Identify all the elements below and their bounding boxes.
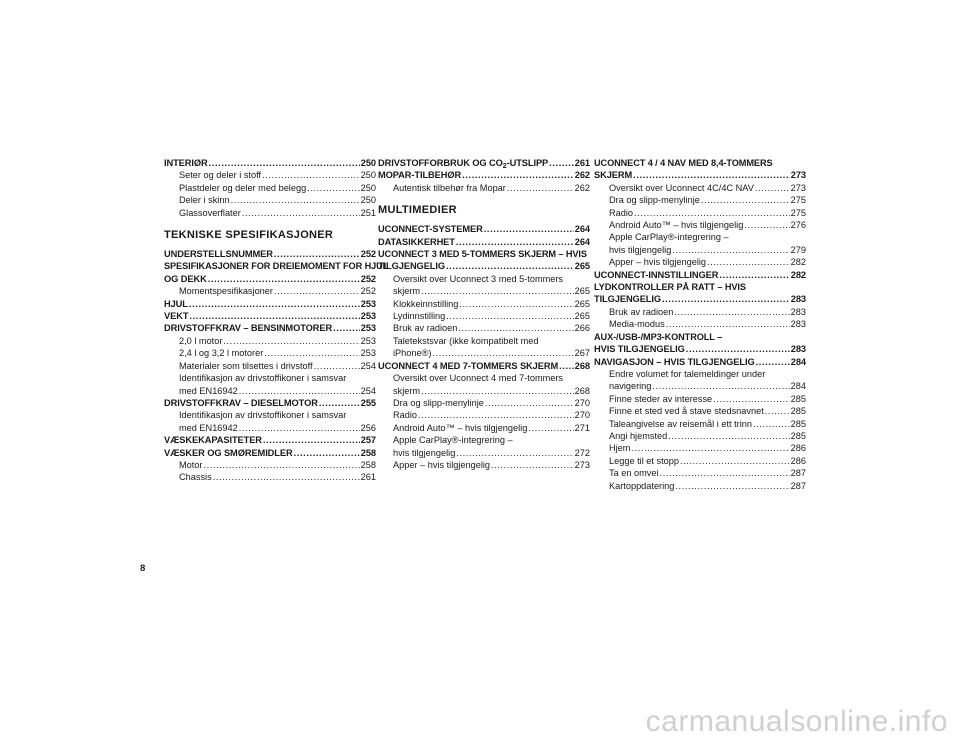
toc-entry[interactable]: SKJERM ..... 273 [594, 169, 806, 181]
toc-entry-line[interactable]: UCONNECT 4 / 4 NAV MED 8,4-TOMMERS [594, 158, 773, 168]
leader-dots [549, 157, 574, 169]
leader-dots [189, 310, 359, 322]
leader-dots [459, 298, 573, 310]
toc-entry[interactable]: DRIVSTOFFORBRUK OG $CO_2$-UTSLIPP ..... 261 [378, 157, 590, 169]
toc-entry[interactable]: TILGJENGELIG ..... 265 [378, 260, 590, 272]
leader-dots [242, 207, 360, 219]
toc-entry[interactable]: Android Auto™ – hvis tilgjengelig ..... 276 [594, 219, 806, 231]
toc-entry[interactable]: med EN16942 ..... 254 [164, 385, 376, 397]
toc-entry-line[interactable]: AUX-/USB-/MP3-KONTROLL – [594, 331, 723, 342]
leader-dots [204, 459, 360, 471]
toc-entry-line[interactable]: Oversikt over Uconnect 4 med 7-tommers [393, 373, 564, 384]
toc-entry[interactable]: UCONNECT-SYSTEMER ..... 264 [378, 223, 590, 235]
leader-dots [631, 442, 789, 454]
leader-dots [491, 459, 574, 471]
leader-dots [680, 455, 790, 467]
leader-dots [485, 397, 574, 409]
leader-dots [660, 467, 790, 479]
toc-entry-line[interactable]: Apple CarPlay®-integrering – [393, 435, 513, 446]
leader-dots [713, 393, 789, 405]
leader-dots [446, 260, 574, 272]
toc-entry[interactable]: HVIS TILGJENGELIG ..... 283 [594, 343, 806, 355]
toc-entry[interactable]: Klokkeinnstilling ..... 265 [378, 298, 590, 310]
leader-dots [319, 397, 360, 409]
leader-dots [753, 418, 790, 430]
toc-entry[interactable]: Momentspesifikasjoner ..... 252 [164, 285, 376, 297]
toc-entry[interactable]: Taleangivelse av reisemål i ett trinn ..... 285 [594, 418, 806, 430]
toc-entry[interactable]: Deler i skinn ..... 250 [164, 194, 376, 206]
leader-dots [274, 248, 360, 260]
toc-entry[interactable]: skjerm ..... 268 [378, 385, 590, 397]
toc-entry[interactable]: 2,4 l og 3,2 l motorer ..... 253 [164, 347, 376, 359]
toc-entry-line[interactable]: Endre volumet for talemeldinger under [609, 368, 766, 379]
leader-dots [675, 480, 789, 492]
toc-entry[interactable]: med EN16942 ..... 256 [164, 422, 376, 434]
toc-entry[interactable]: UNDERSTELLSNUMMER ..... 252 [164, 248, 376, 260]
toc-entry[interactable]: Apper – hvis tilgjengelig ..... 282 [594, 256, 806, 268]
toc-entry-line[interactable]: Identifikasjon av drivstoffikoner i samsvar [179, 410, 347, 421]
toc-column-2 [378, 157, 590, 471]
leader-dots [333, 322, 360, 334]
toc-entry[interactable]: Oversikt over Uconnect 4C/4C NAV ..... 273 [594, 182, 806, 194]
toc-entry[interactable]: Autentisk tilbehør fra Mopar ..... 262 [378, 182, 590, 194]
toc-entry[interactable]: Apper – hvis tilgjengelig ..... 273 [378, 459, 590, 471]
leader-dots [263, 434, 360, 446]
toc-entry-line[interactable]: Apple CarPlay®-integrering – [609, 232, 729, 243]
leader-dots [765, 405, 790, 417]
toc-entry[interactable]: DATASIKKERHET ..... 264 [378, 236, 590, 248]
leader-dots [264, 347, 359, 359]
toc-entry[interactable]: DRIVSTOFFKRAV – DIESELMOTOR ..... 255 [164, 397, 376, 409]
leader-dots [672, 244, 789, 256]
toc-entry[interactable]: Hjem ..... 286 [594, 442, 806, 454]
toc-entry[interactable]: hvis tilgjengelig ..... 272 [378, 447, 590, 459]
watermark-text: carmanualsonline.info [645, 705, 948, 738]
toc-entry[interactable]: iPhone®) ..... 267 [378, 347, 590, 359]
toc-entry[interactable]: 2,0 l motor ..... 253 [164, 335, 376, 347]
toc-entry[interactable]: VÆSKEKAPASITETER ..... 257 [164, 434, 376, 446]
leader-dots [701, 194, 790, 206]
leader-dots [421, 285, 574, 297]
leader-dots [484, 223, 574, 235]
toc-entry-line[interactable]: SPESIFIKASJONER FOR DREIEMOMENT FOR HJUL [164, 261, 389, 272]
toc-entry[interactable]: Kartoppdatering ..... 287 [594, 480, 806, 492]
leader-dots [744, 219, 789, 231]
leader-dots [213, 471, 360, 483]
leader-dots [239, 385, 360, 397]
toc-entry[interactable]: HJUL ..... 253 [164, 298, 376, 310]
toc-entry[interactable]: Android Auto™ – hvis tilgjengelig ..... 271 [378, 422, 590, 434]
leader-dots [686, 343, 790, 355]
toc-entry[interactable]: VEKT ..... 253 [164, 310, 376, 322]
toc-entry[interactable]: Bruk av radioen ..... 266 [378, 322, 590, 334]
leader-dots [432, 347, 573, 359]
toc-entry[interactable]: Lydinnstilling ..... 265 [378, 310, 590, 322]
toc-entry[interactable]: navigering ..... 284 [594, 380, 806, 392]
leader-dots [294, 447, 360, 459]
leader-dots [662, 293, 790, 305]
leader-dots [307, 182, 359, 194]
toc-entry-line[interactable]: Taletekstsvar (ikke kompatibelt med [393, 335, 539, 346]
leader-dots [652, 380, 789, 392]
leader-dots [668, 430, 789, 442]
leader-dots [456, 236, 574, 248]
leader-dots [674, 306, 789, 318]
section-heading: TEKNISKE SPESIFIKASJONER [164, 229, 334, 242]
toc-entry[interactable]: Dra og slipp-menylinje ..... 275 [594, 194, 806, 206]
toc-entry[interactable]: skjerm ..... 265 [378, 285, 590, 297]
toc-entry-line[interactable]: Identifikasjon av drivstoffikoner i samsvar [179, 373, 347, 384]
leader-dots [462, 169, 574, 181]
leader-dots [209, 157, 360, 169]
leader-dots [421, 385, 574, 397]
page-number: 8 [140, 563, 146, 574]
leader-dots [456, 447, 573, 459]
toc-entry[interactable]: Ta en omvei ..... 287 [594, 467, 806, 479]
leader-dots [231, 194, 360, 206]
leader-dots [507, 182, 574, 194]
leader-dots [262, 169, 360, 181]
leader-dots [189, 298, 360, 310]
toc-entry-line[interactable]: UCONNECT 3 MED 5-TOMMERS SKJERM – HVIS [378, 249, 587, 260]
toc-entry[interactable]: Radio ..... 270 [378, 409, 590, 421]
leader-dots [755, 182, 790, 194]
toc-column-1 [164, 157, 389, 484]
toc-entry[interactable]: UCONNECT-INNSTILLINGER ..... 282 [594, 269, 806, 281]
toc-entry[interactable]: TILGJENGELIG ..... 283 [594, 293, 806, 305]
toc-entry[interactable]: Plastdeler og deler med belegg ..... 250 [164, 182, 376, 194]
toc-entry[interactable]: Materialer som tilsettes i drivstoff ..... 254 [164, 360, 376, 372]
toc-entry[interactable]: Bruk av radioen ..... 283 [594, 306, 806, 318]
leader-dots [274, 285, 360, 297]
leader-dots [633, 169, 790, 181]
leader-dots [634, 207, 790, 219]
toc-entry[interactable]: Dra og slipp-menylinje ..... 270 [378, 397, 590, 409]
toc-entry[interactable]: hvis tilgjengelig ..... 279 [594, 244, 806, 256]
leader-dots [208, 273, 360, 285]
section-heading: MULTIMEDIER [378, 204, 457, 217]
leader-dots [239, 422, 360, 434]
leader-dots [314, 360, 360, 372]
toc-entry[interactable]: Finne steder av interesse ..... 285 [594, 393, 806, 405]
toc-entry-line[interactable]: Oversikt over Uconnect 3 med 5-tommers [393, 273, 564, 284]
leader-dots [719, 269, 789, 281]
toc-entry[interactable]: INTERIØR ..... 250 [164, 157, 376, 169]
toc-entry[interactable]: DRIVSTOFFKRAV – BENSINMOTORER ..... 253 [164, 322, 376, 334]
toc-entry[interactable]: Media-modus ..... 283 [594, 318, 806, 330]
toc-entry[interactable]: Legge til et stopp ..... 286 [594, 455, 806, 467]
toc-entry-line[interactable]: LYDKONTROLLER PÅ RATT – HVIS [594, 282, 746, 293]
toc-entry[interactable]: Finne et sted ved å stave stedsnavnet ..... 285 [594, 405, 806, 417]
leader-dots [756, 356, 790, 368]
leader-dots [528, 422, 573, 434]
leader-dots [446, 310, 573, 322]
toc-entry[interactable]: Glassoverflater ..... 251 [164, 207, 376, 219]
leader-dots [458, 322, 573, 334]
toc-entry[interactable]: Motor ..... 258 [164, 459, 376, 471]
toc-entry[interactable]: Angi hjemsted ..... 285 [594, 430, 806, 442]
toc-entry[interactable]: NAVIGASJON – HVIS TILGJENGELIG ..... 284 [594, 356, 806, 368]
toc-entry[interactable]: Seter og deler i stoff ..... 250 [164, 169, 376, 181]
toc-column-3 [594, 157, 806, 492]
toc-entry[interactable]: OG DEKK ..... 252 [164, 273, 376, 285]
toc-entry[interactable]: MOPAR-TILBEHØR ..... 262 [378, 169, 590, 181]
toc-entry[interactable]: UCONNECT 4 MED 7-TOMMERS SKJERM ..... 268 [378, 360, 590, 372]
leader-dots [707, 256, 790, 268]
toc-entry[interactable]: Radio ..... 275 [594, 207, 806, 219]
toc-entry[interactable]: VÆSKER OG SMØREMIDLER ..... 258 [164, 447, 376, 459]
leader-dots [559, 360, 574, 372]
leader-dots [418, 409, 574, 421]
leader-dots [666, 318, 790, 330]
toc-entry[interactable]: Chassis ..... 261 [164, 471, 376, 483]
leader-dots [223, 335, 359, 347]
